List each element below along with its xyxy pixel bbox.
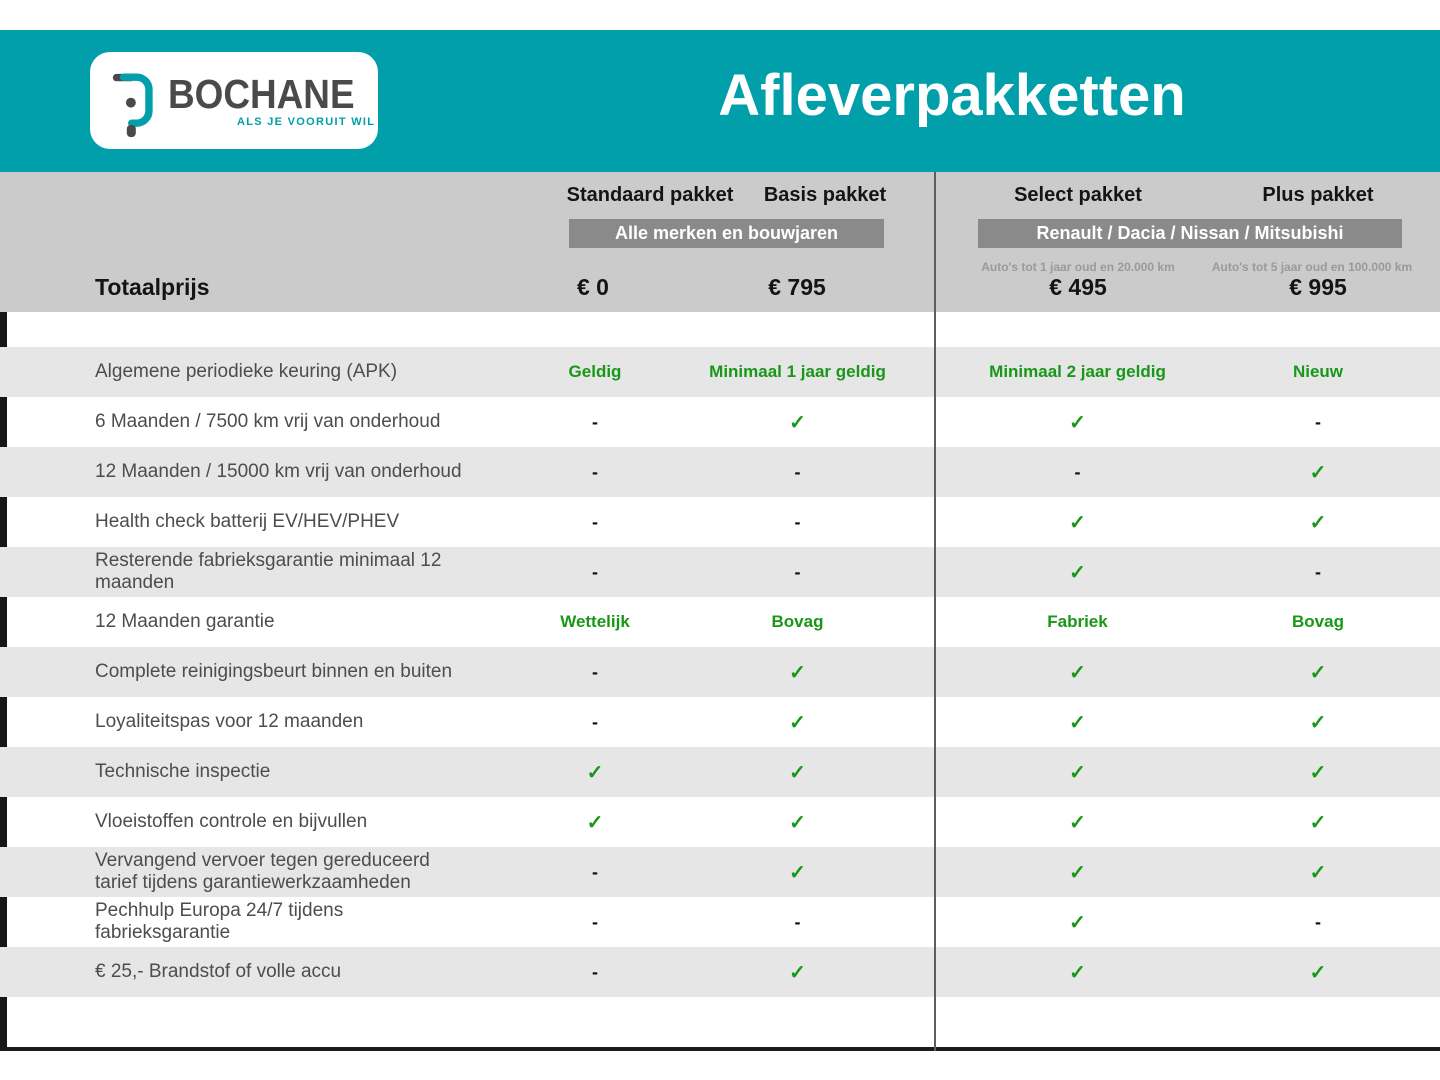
spacer bbox=[1416, 347, 1440, 397]
table-row bbox=[0, 747, 1440, 797]
table-row bbox=[0, 697, 1440, 747]
spacer bbox=[910, 347, 935, 397]
value-text: Minimaal 1 jaar geldig bbox=[709, 362, 886, 381]
top-strip bbox=[0, 0, 1440, 30]
check-icon: ✓ bbox=[1309, 511, 1327, 534]
dash-icon: - bbox=[794, 911, 801, 932]
value-cell bbox=[685, 497, 910, 547]
row-label: Technische inspectie bbox=[95, 761, 271, 782]
value-text: Nieuw bbox=[1292, 362, 1344, 381]
value-cell bbox=[1220, 347, 1416, 397]
check-icon: ✓ bbox=[1069, 711, 1086, 734]
value-cell bbox=[1220, 897, 1416, 947]
check-icon: ✓ bbox=[586, 761, 604, 784]
value-cell bbox=[685, 747, 910, 797]
spacer bbox=[910, 747, 935, 797]
value-cell bbox=[935, 897, 1220, 947]
value-cell bbox=[1220, 797, 1416, 847]
logo bbox=[90, 52, 378, 149]
check-icon: ✓ bbox=[1069, 861, 1086, 884]
value-cell bbox=[505, 697, 685, 747]
value-cell bbox=[505, 847, 685, 897]
value-cell bbox=[935, 497, 1220, 547]
dash-icon: - bbox=[794, 561, 801, 582]
row-label: Vervangend vervoer tegen gereduceerd tarief tijdens garantiewerkzaamheden bbox=[95, 850, 430, 893]
spacer bbox=[910, 647, 935, 697]
value-cell bbox=[935, 747, 1220, 797]
spacer bbox=[1416, 897, 1440, 947]
brand-icon bbox=[112, 64, 158, 138]
value-cell bbox=[505, 647, 685, 697]
dash-icon: - bbox=[1074, 461, 1081, 482]
brand-tagline: ALS JE VOORUIT WIL bbox=[237, 116, 376, 128]
row-label: Algemene periodieke keuring (APK) bbox=[95, 361, 398, 382]
price-basis: € 795 bbox=[768, 274, 826, 300]
spacer bbox=[910, 447, 935, 497]
value-cell bbox=[505, 747, 685, 797]
price-select: € 495 bbox=[1049, 274, 1107, 300]
spacer bbox=[910, 547, 935, 597]
check-icon: ✓ bbox=[789, 661, 806, 684]
dash-icon: - bbox=[592, 911, 598, 932]
dash-icon: - bbox=[592, 961, 598, 982]
value-cell bbox=[1220, 947, 1416, 997]
value-text: Minimaal 2 jaar geldig bbox=[989, 362, 1166, 381]
spacer bbox=[1416, 497, 1440, 547]
brand-name: BOCHANE bbox=[168, 71, 355, 117]
banner-all-brands: Alle merken en bouwjaren bbox=[569, 219, 884, 248]
logo-text bbox=[168, 73, 375, 128]
value-cell bbox=[685, 597, 910, 647]
table-row bbox=[0, 597, 1440, 647]
spacer bbox=[910, 497, 935, 547]
dash-icon: - bbox=[592, 661, 598, 682]
spacer bbox=[1416, 747, 1440, 797]
column-divider bbox=[934, 172, 936, 1051]
spacer bbox=[910, 897, 935, 947]
value-cell bbox=[935, 697, 1220, 747]
value-cell bbox=[935, 647, 1220, 697]
package-header-standaard: Standaard pakket bbox=[566, 184, 734, 206]
page-title: Afleverpakketten bbox=[718, 63, 1186, 128]
dash-icon: - bbox=[592, 861, 598, 882]
price-standaard: € 0 bbox=[577, 274, 609, 300]
value-text: Geldig bbox=[568, 362, 622, 381]
value-cell bbox=[935, 797, 1220, 847]
spacer bbox=[1416, 397, 1440, 447]
check-icon: ✓ bbox=[586, 811, 604, 834]
spacer bbox=[910, 947, 935, 997]
package-header-select: Select pakket bbox=[1014, 184, 1142, 206]
value-cell bbox=[1220, 597, 1416, 647]
value-cell bbox=[505, 547, 685, 597]
table-row bbox=[0, 897, 1440, 947]
package-header-basis: Basis pakket bbox=[763, 184, 887, 206]
value-cell bbox=[685, 547, 910, 597]
spacer bbox=[1416, 697, 1440, 747]
dash-icon: - bbox=[794, 461, 801, 482]
row-label: Vloeistoffen controle en bijvullen bbox=[95, 811, 368, 832]
check-icon: ✓ bbox=[789, 411, 806, 434]
check-icon: ✓ bbox=[1309, 961, 1327, 984]
spacer bbox=[910, 597, 935, 647]
value-cell bbox=[935, 547, 1220, 597]
value-cell bbox=[1220, 697, 1416, 747]
spacer bbox=[910, 847, 935, 897]
value-cell bbox=[935, 597, 1220, 647]
value-cell bbox=[685, 897, 910, 947]
bottom-border bbox=[0, 1047, 1440, 1051]
value-cell bbox=[685, 347, 910, 397]
value-cell bbox=[1220, 447, 1416, 497]
total-price-label: Totaalprijs bbox=[95, 274, 210, 300]
table-row bbox=[0, 947, 1440, 997]
check-icon: ✓ bbox=[1069, 761, 1086, 784]
value-cell bbox=[685, 847, 910, 897]
bottom-spacer bbox=[0, 997, 1440, 1047]
row-label: Loyaliteitspas voor 12 maanden bbox=[95, 711, 364, 732]
check-icon: ✓ bbox=[789, 961, 806, 984]
value-cell bbox=[505, 447, 685, 497]
value-cell bbox=[1220, 397, 1416, 447]
check-icon: ✓ bbox=[789, 711, 806, 734]
spacer bbox=[910, 697, 935, 747]
dash-icon: - bbox=[592, 461, 598, 482]
check-icon: ✓ bbox=[1069, 811, 1086, 834]
value-cell bbox=[685, 697, 910, 747]
row-label: 12 Maanden / 15000 km vrij van onderhoud bbox=[95, 461, 462, 482]
check-icon: ✓ bbox=[789, 811, 806, 834]
value-cell bbox=[935, 397, 1220, 447]
value-cell bbox=[935, 347, 1220, 397]
check-icon: ✓ bbox=[1309, 461, 1327, 484]
value-text: Wettelijk bbox=[560, 612, 630, 631]
check-icon: ✓ bbox=[1309, 811, 1327, 834]
value-text: Bovag bbox=[771, 612, 824, 631]
table-row bbox=[0, 497, 1440, 547]
value-cell bbox=[1220, 647, 1416, 697]
value-cell bbox=[1220, 497, 1416, 547]
dash-icon: - bbox=[592, 411, 598, 432]
spacer bbox=[910, 397, 935, 447]
value-cell bbox=[505, 947, 685, 997]
check-icon: ✓ bbox=[789, 861, 806, 884]
check-icon: ✓ bbox=[1069, 961, 1086, 984]
spacer bbox=[1416, 547, 1440, 597]
value-cell bbox=[505, 397, 685, 447]
feature-table bbox=[0, 347, 1440, 997]
banner-renault-group: Renault / Dacia / Nissan / Mitsubishi bbox=[978, 219, 1402, 248]
row-label: Resterende fabrieksgarantie minimaal 12 maanden bbox=[95, 550, 442, 593]
row-label: Health check batterij EV/HEV/PHEV bbox=[95, 511, 400, 532]
value-cell bbox=[935, 447, 1220, 497]
dash-icon: - bbox=[592, 561, 598, 582]
check-icon: ✓ bbox=[1309, 711, 1327, 734]
gap-row bbox=[0, 312, 1440, 347]
check-icon: ✓ bbox=[1069, 511, 1086, 534]
check-icon: ✓ bbox=[1309, 761, 1327, 784]
value-cell bbox=[685, 447, 910, 497]
spacer bbox=[1416, 847, 1440, 897]
value-text: Fabriek bbox=[1047, 612, 1108, 631]
value-cell bbox=[935, 847, 1220, 897]
check-icon: ✓ bbox=[1069, 911, 1086, 934]
value-cell bbox=[505, 797, 685, 847]
row-label: 6 Maanden / 7500 km vrij van onderhoud bbox=[95, 411, 441, 432]
table-row bbox=[0, 397, 1440, 447]
dash-icon: - bbox=[592, 711, 598, 732]
check-icon: ✓ bbox=[1069, 561, 1086, 584]
value-cell bbox=[685, 947, 910, 997]
table-row bbox=[0, 347, 1440, 397]
dash-icon: - bbox=[592, 511, 598, 532]
value-cell bbox=[505, 897, 685, 947]
spacer bbox=[1416, 947, 1440, 997]
table-row bbox=[0, 847, 1440, 897]
value-cell bbox=[1220, 847, 1416, 897]
value-cell bbox=[505, 497, 685, 547]
check-icon: ✓ bbox=[1309, 861, 1327, 884]
table-row bbox=[0, 547, 1440, 597]
value-cell bbox=[685, 797, 910, 847]
note-plus-pakket: Auto's tot 5 jaar oud en 100.000 km bbox=[1211, 260, 1413, 274]
spacer bbox=[1416, 597, 1440, 647]
table-row bbox=[0, 447, 1440, 497]
dash-icon: - bbox=[1315, 411, 1321, 432]
value-cell bbox=[1220, 547, 1416, 597]
spacer bbox=[1416, 447, 1440, 497]
dash-icon: - bbox=[794, 511, 801, 532]
row-label: 12 Maanden garantie bbox=[95, 611, 275, 632]
header bbox=[0, 30, 1440, 172]
check-icon: ✓ bbox=[1069, 661, 1086, 684]
value-cell bbox=[1220, 747, 1416, 797]
note-select-pakket: Auto's tot 1 jaar oud en 20.000 km bbox=[981, 260, 1175, 274]
spacer bbox=[1416, 647, 1440, 697]
row-label: Pechhulp Europa 24/7 tijdens fabrieksgarantie bbox=[95, 900, 344, 943]
spacer bbox=[1416, 797, 1440, 847]
value-cell bbox=[685, 397, 910, 447]
row-label: Complete reinigingsbeurt binnen en buiten bbox=[95, 661, 453, 682]
dash-icon: - bbox=[1315, 911, 1321, 932]
row-label: € 25,- Brandstof of volle accu bbox=[95, 961, 342, 982]
package-header-band bbox=[0, 172, 1440, 312]
value-cell bbox=[505, 347, 685, 397]
value-cell bbox=[505, 597, 685, 647]
check-icon: ✓ bbox=[789, 761, 806, 784]
price-plus: € 995 bbox=[1289, 274, 1347, 300]
table-row bbox=[0, 797, 1440, 847]
value-cell bbox=[685, 647, 910, 697]
spacer bbox=[910, 797, 935, 847]
check-icon: ✓ bbox=[1309, 661, 1327, 684]
value-text: Bovag bbox=[1292, 612, 1344, 631]
value-cell bbox=[935, 947, 1220, 997]
table-row bbox=[0, 647, 1440, 697]
check-icon: ✓ bbox=[1069, 411, 1086, 434]
package-header-plus: Plus pakket bbox=[1262, 184, 1374, 206]
dash-icon: - bbox=[1315, 561, 1321, 582]
